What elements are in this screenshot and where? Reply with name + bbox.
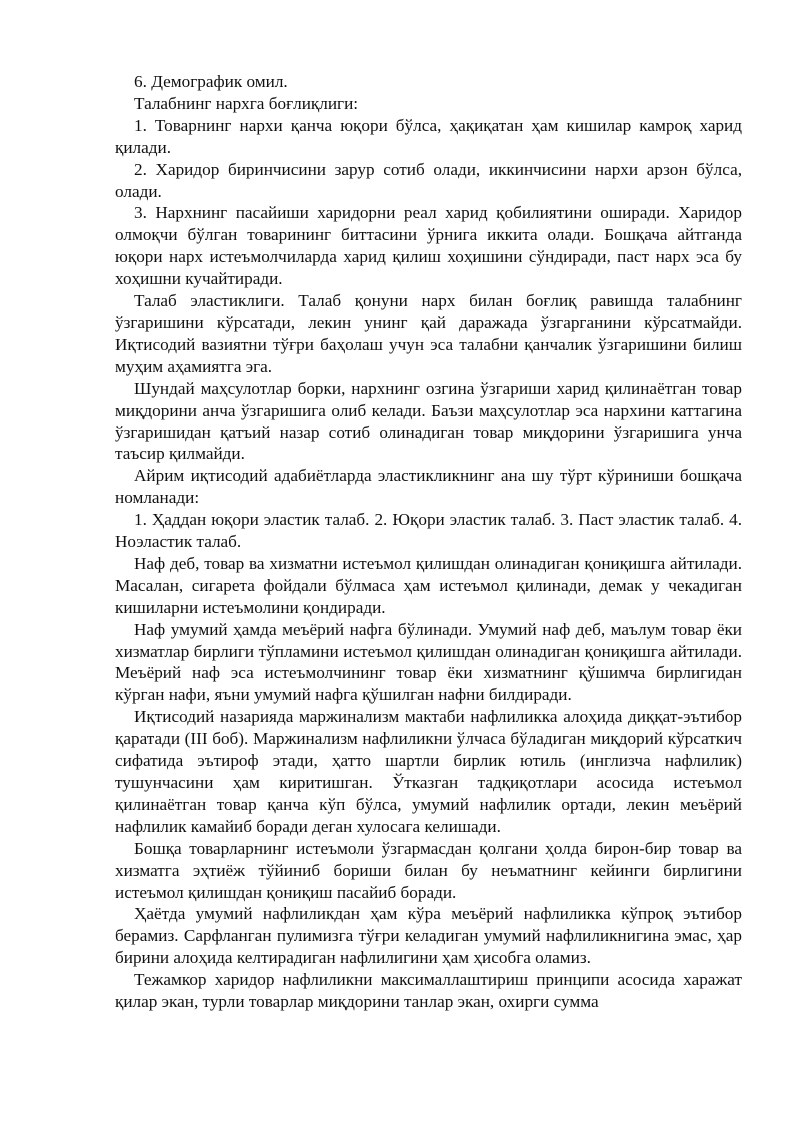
paragraph-elasticity-types-list: 1. Ҳаддан юқори эластик талаб. 2. Юқори эластик талаб. 3. Паст эластик талаб. 4. Ноэластик талаб. bbox=[115, 510, 742, 552]
paragraph-demand-elasticity: Талаб эластиклиги. Талаб қонуни нарх билан боғлиқ равишда талабнинг ўзгаришини кўрсатади, лекин унинг қай даражада ўзгарганини кўрсатмайди. Иқтисодий вазиятни тўғри баҳолаш учун эса талабни қанчалик ўзгаришини билиш муҳим аҳамиятга эга. bbox=[115, 291, 742, 376]
paragraph-heading-demand-price-dependence: Талабнинг нархга боғлиқлиги: bbox=[134, 93, 359, 113]
paragraph-heading-demographic-factor: 6. Демографик омил. bbox=[134, 72, 288, 91]
paragraph-total-marginal-utility: Наф умумий ҳамда меъёрий нафга бўлинади. Умумий наф деб, маълум товар ёки хизматлар бирлиги тўпламини истеъмол қилишдан олинадиган қониқишга айтилади. Меъёрий наф эса истеъмолчининг товар ёки хизматнинг қўшимча бирлигидан кўрган нафи, яъни умумий нафга қўшилган нафни билдиради. bbox=[115, 619, 742, 705]
paragraph-list-item-2: 2. Харидор биринчисини зарур сотиб олади, иккинчисини нархи арзон бўлса, олади. bbox=[115, 159, 742, 201]
document-page bbox=[115, 71, 742, 1013]
paragraph-marginalism-school: Иқтисодий назарияда маржинализм мактаби нафлиликка алоҳида диққат-эътибор қаратади (III боб). Маржинализм нафлиликни ўлчаса бўладиган миқдорий кўрсаткич сифатида эътироф этади, ҳатто шартли бирлик ютиль (инглизча нафлилик) тушунчасини ҳам киритишган. Ўтказган тадқиқотлари асосида истеъмол қилинаётган товар қанча кўп бўлса, умумий нафлилик ортади, лекин меъёрий нафлилик камайиб боради деган хулосага келишади. bbox=[115, 707, 742, 836]
paragraph-utility-definition: Наф деб, товар ва хизматни истеъмол қилишдан олинадиган қониқишга айтилади. Масалан, сигарета фойдали бўлмаса ҳам истеъмол қилинади, демак у чекадиган кишиларни истеъмолини қондиради. bbox=[115, 553, 742, 617]
paragraph-products-price-change: Шундай маҳсулотлар борки, нархнинг озгина ўзгариши харид қилинаётган товар миқдорини анча ўзгаришига олиб келади. Баъзи маҳсулотлар эса нархини каттагина ўзгаришидан қатъий назар сотиб олинадиган товар миқдорини ўзгаришига унча таъсир қилмайди. bbox=[115, 378, 742, 464]
paragraph-marginal-utility-attention: Ҳаётда умумий нафлиликдан ҳам кўра меъёрий нафлиликка кўпроқ эътибор берамиз. Сарфланган пулимизга тўғри келадиган умумий нафлиликнигина эмас, ҳар бирини алоҳида келтирадиган нафлилигини ҳам ҳисобга оламиз. bbox=[115, 904, 742, 968]
paragraph-list-item-1: 1. Товарнинг нархи қанча юқори бўлса, ҳақиқатан ҳам кишилар камроқ харид қилади. bbox=[115, 115, 742, 157]
paragraph-diminishing-satisfaction: Бошқа товарларнинг истеъмоли ўзгармасдан қолгани ҳолда бирон-бир товар ва хизматга эҳтиёж тўйиниб бориши билан бу неъматнинг кейинги бирлигини истеъмол қилишдан қониқиш пасайиб боради. bbox=[115, 838, 742, 902]
paragraph-list-item-3: 3. Нархнинг пасайиши харидорни реал харид қобилиятини оширади. Харидор олмоқчи бўлган товарининг биттасини ўрнига иккита олади. Бошқача айтганда юқори нарх истеъмолчиларда харид қилиш хоҳишини сўндиради, паст нарх эса бу хоҳишни кучайтиради. bbox=[115, 203, 742, 289]
paragraph-elasticity-forms-intro: Айрим иқтисодий адабиётларда эластикликнинг ана шу тўрт кўриниши бошқача номланади: bbox=[115, 466, 742, 508]
paragraph-thrifty-buyer: Тежамкор харидор нафлиликни максималлаштириш принципи асосида харажат қилар экан, турли товарлар миқдорини танлар экан, охирги сумма bbox=[115, 970, 742, 1012]
